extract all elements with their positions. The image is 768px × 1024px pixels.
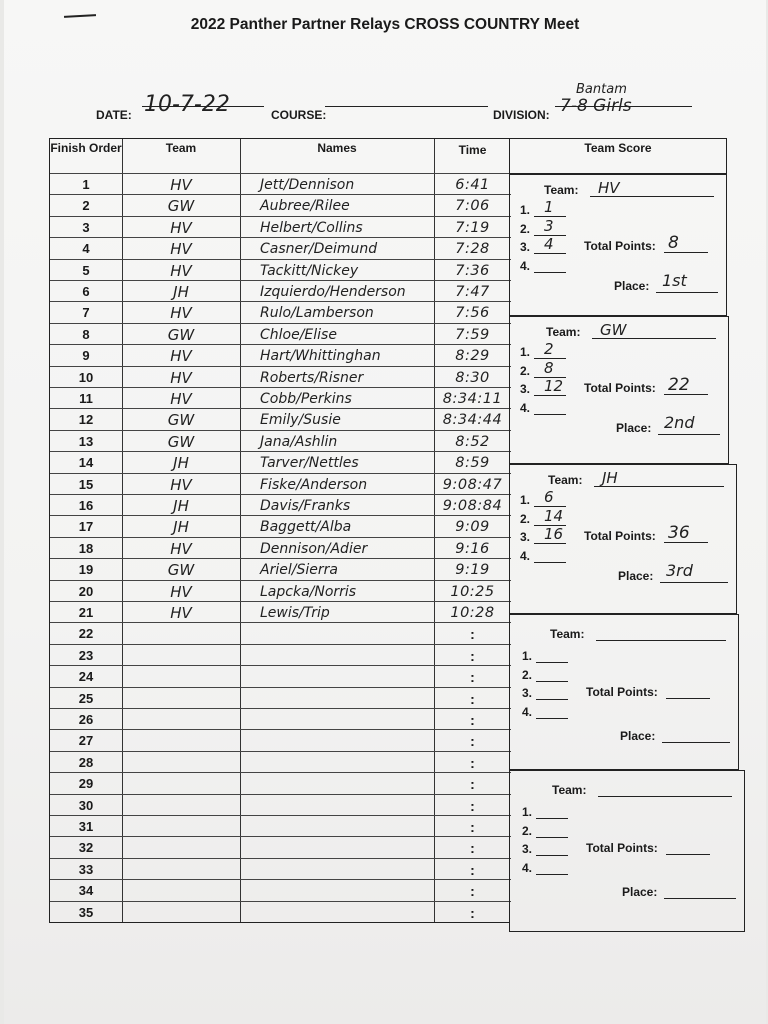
course-label: COURSE: — [271, 108, 327, 122]
table-row — [50, 280, 511, 302]
table-row — [50, 366, 511, 388]
team-code — [122, 816, 240, 838]
finish-time: : — [470, 669, 475, 686]
place-number: 4. — [520, 400, 531, 415]
total-points-label: Total Points: — [586, 685, 658, 699]
place-number: 1. — [522, 805, 533, 819]
table-row — [50, 537, 511, 559]
finish-order: 32 — [78, 840, 94, 856]
finish-time: : — [470, 861, 475, 878]
runner-names — [240, 709, 434, 731]
finish-order: 17 — [78, 519, 94, 535]
scoring-place: 8 — [544, 358, 554, 377]
finish-time: : — [470, 733, 475, 750]
team-code — [122, 730, 240, 752]
place-line — [536, 681, 568, 682]
place-line — [534, 414, 566, 415]
runner-names: Helbert/Collins — [260, 219, 363, 236]
finish-order: 4 — [82, 241, 90, 257]
finish-time: : — [470, 712, 475, 728]
team-code: HV — [170, 176, 192, 194]
place-number: 3. — [520, 382, 531, 396]
team-value: JH — [602, 469, 618, 487]
total-points-value: 8 — [668, 233, 679, 253]
runner-names: Casner/Deimund — [260, 241, 378, 258]
finish-time: 10:28 — [450, 605, 495, 621]
team-code: JH — [173, 283, 189, 301]
table-row — [50, 301, 511, 323]
table-row — [50, 879, 511, 901]
finish-time: : — [470, 647, 475, 664]
finish-order: 16 — [78, 498, 94, 513]
table-row — [50, 323, 511, 345]
division-label: DIVISION: — [493, 108, 550, 122]
finish-time: 6:41 — [455, 177, 490, 193]
place-line — [534, 395, 566, 396]
table-row — [50, 216, 511, 238]
table-row — [50, 708, 511, 730]
finish-time: 8:59 — [455, 455, 490, 472]
team-code: GW — [167, 561, 195, 580]
runner-names — [240, 773, 434, 795]
team-score-box — [509, 316, 729, 464]
finish-time: 7:59 — [455, 326, 490, 343]
division-note: Bantam — [576, 82, 627, 97]
finish-order: 22 — [78, 626, 94, 642]
finish-time: 9:16 — [455, 540, 490, 557]
finish-order: 30 — [78, 797, 94, 813]
header-team: Team — [165, 141, 197, 155]
runner-names: Izquierdo/Henderson — [260, 284, 406, 300]
runner-names: Lapcka/Norris — [260, 583, 357, 600]
team-code: JH — [173, 497, 189, 515]
team-code: HV — [170, 218, 192, 237]
finish-time: : — [470, 819, 475, 835]
runner-names: Baggett/Alba — [260, 519, 352, 536]
place-line — [536, 662, 568, 663]
table-row — [50, 580, 511, 602]
team-score-box — [509, 770, 745, 932]
runner-names — [240, 666, 434, 688]
table-row — [50, 494, 511, 516]
division-value: 7-8 Girls — [560, 96, 632, 116]
team-code: JH — [173, 518, 189, 537]
table-row — [50, 259, 511, 281]
finish-order: 5 — [82, 262, 90, 278]
team-code — [122, 688, 240, 710]
table-row — [50, 729, 511, 751]
team-code — [122, 859, 240, 881]
finish-order: 26 — [78, 712, 94, 727]
team-code: GW — [167, 197, 195, 216]
finish-order: 3 — [82, 219, 90, 235]
finish-order: 9 — [82, 348, 90, 364]
table-row — [50, 858, 511, 880]
finish-order: 11 — [79, 391, 93, 406]
team-code: HV — [170, 304, 192, 323]
table-row — [50, 430, 511, 452]
scoring-place: 12 — [544, 377, 564, 395]
team-code: GW — [167, 325, 195, 344]
scoring-place: 4 — [544, 235, 554, 253]
place-number: 3. — [520, 530, 531, 544]
scoring-place: 14 — [544, 506, 564, 525]
finish-time: 10:25 — [450, 583, 495, 600]
team-value: HV — [598, 179, 620, 197]
team-label: Team: — [550, 627, 585, 641]
finish-time: : — [470, 797, 475, 814]
scoring-place: 16 — [544, 525, 564, 543]
team-score-header — [509, 138, 727, 174]
total-points-label: Total Points: — [584, 239, 656, 253]
place-number: 2. — [522, 667, 533, 682]
finish-time: : — [470, 626, 475, 643]
runner-names — [240, 880, 434, 902]
runner-names: Cobb/Perkins — [260, 391, 352, 407]
finish-order: 2 — [82, 198, 90, 214]
runner-names: Lewis/Trip — [260, 605, 330, 621]
finish-order: 7 — [82, 305, 90, 321]
team-score-box — [509, 614, 739, 770]
place-line-final — [660, 582, 728, 583]
finish-order: 20 — [78, 583, 94, 599]
place-value: 3rd — [666, 561, 693, 580]
finish-order: 1 — [82, 177, 90, 192]
scoring-place: 2 — [544, 340, 554, 358]
runner-names: Roberts/Risner — [260, 369, 364, 386]
date-label: DATE: — [96, 108, 132, 122]
team-code: HV — [170, 261, 192, 280]
table-row — [50, 473, 511, 495]
place-line — [536, 855, 568, 856]
team-code: HV — [170, 582, 192, 601]
finish-time: 9:08:84 — [442, 498, 503, 514]
team-code — [122, 902, 240, 924]
place-number: 1. — [522, 649, 533, 663]
finish-order: 14 — [78, 455, 94, 471]
runner-names: Aubree/Rilee — [260, 198, 350, 215]
finish-order: 34 — [78, 883, 94, 899]
team-value: GW — [600, 321, 627, 339]
team-code — [122, 795, 240, 817]
place-label: Place: — [616, 421, 652, 435]
runner-names — [240, 645, 434, 667]
finish-time: 9:09 — [455, 519, 490, 536]
place-line — [534, 543, 566, 544]
runner-names — [240, 795, 434, 817]
place-line — [536, 837, 568, 838]
finish-order: 33 — [78, 861, 94, 877]
place-line-final — [658, 434, 720, 435]
finish-order: 27 — [78, 733, 94, 749]
team-code: HV — [170, 240, 192, 259]
team-score-box — [509, 174, 727, 316]
finish-order: 25 — [78, 690, 94, 706]
finish-time: 9:08:47 — [442, 476, 503, 493]
finish-order: 31 — [78, 819, 94, 834]
place-number: 2. — [520, 363, 531, 378]
team-line — [598, 796, 732, 797]
team-code: GW — [167, 432, 195, 451]
table-row — [50, 515, 511, 537]
team-code — [122, 709, 240, 731]
team-score-title: Team Score — [584, 141, 652, 155]
table-row — [50, 794, 511, 816]
runner-names: Dennison/Adier — [260, 540, 368, 557]
finish-order: 15 — [78, 476, 94, 492]
scoring-place: 6 — [544, 488, 554, 506]
table-row — [50, 644, 511, 666]
table-row — [50, 387, 511, 409]
header-names: Names — [317, 141, 357, 155]
place-number: 1. — [520, 345, 531, 359]
place-label: Place: — [618, 569, 654, 583]
table-row — [50, 901, 511, 923]
place-number: 2. — [522, 823, 533, 838]
place-value: 2nd — [664, 413, 695, 432]
finish-order: 8 — [82, 326, 90, 342]
place-number: 3. — [522, 686, 533, 700]
total-points-label: Total Points: — [584, 529, 656, 543]
runner-names: Tarver/Nettles — [260, 455, 359, 472]
team-code: JH — [173, 454, 189, 473]
runner-names: Chloe/Elise — [260, 326, 337, 343]
team-label: Team: — [546, 325, 581, 339]
finish-time: 8:34:11 — [442, 391, 503, 407]
place-line-final — [662, 742, 730, 743]
table-row — [50, 344, 511, 366]
place-value: 1st — [662, 271, 687, 290]
finish-time: : — [470, 883, 475, 900]
table-row — [50, 558, 511, 580]
table-row — [50, 622, 511, 644]
place-line-final — [656, 292, 718, 293]
total-points-value: 36 — [668, 523, 690, 543]
total-points-line — [666, 698, 710, 699]
finish-time: 7:19 — [455, 219, 490, 236]
table-row — [50, 194, 511, 216]
team-code — [122, 623, 240, 645]
header-time: Time — [458, 143, 487, 157]
finish-time: 7:06 — [455, 198, 490, 215]
place-line — [534, 253, 566, 254]
finish-order: 24 — [78, 669, 94, 685]
finish-time: 7:47 — [455, 284, 490, 300]
place-label: Place: — [620, 729, 656, 743]
finish-order: 10 — [78, 369, 94, 385]
runner-names: Fiske/Anderson — [260, 476, 368, 493]
place-number: 1. — [520, 493, 531, 507]
team-code: HV — [170, 347, 192, 366]
finish-order: 28 — [78, 754, 94, 770]
place-number: 4. — [520, 548, 531, 563]
place-number: 2. — [520, 511, 531, 526]
table-row — [50, 665, 511, 687]
runner-names — [240, 859, 434, 881]
page-title: 2022 Panther Partner Relays CROSS COUNTRY Meet — [190, 16, 580, 33]
finish-time: : — [470, 754, 475, 771]
team-code — [122, 773, 240, 795]
finish-time: 7:28 — [455, 241, 490, 258]
finish-time: : — [470, 840, 475, 857]
course-line — [325, 106, 488, 107]
place-label: Place: — [622, 885, 658, 899]
table-row — [50, 751, 511, 773]
finish-order: 18 — [78, 540, 94, 556]
finish-order: 6 — [82, 284, 90, 299]
team-code — [122, 837, 240, 859]
runner-names — [240, 837, 434, 859]
finish-time: 9:19 — [455, 562, 490, 579]
finish-order: 21 — [78, 605, 94, 620]
team-code: HV — [170, 368, 192, 387]
runner-names: Hart/Whittinghan — [260, 348, 381, 365]
finish-time: : — [470, 776, 475, 793]
place-line — [536, 718, 568, 719]
table-row — [50, 772, 511, 794]
team-label: Team: — [552, 783, 587, 797]
score-sheet — [4, 0, 766, 1024]
place-line — [536, 874, 568, 875]
results-table — [49, 138, 510, 923]
team-code — [122, 666, 240, 688]
finish-time: : — [470, 690, 475, 707]
place-line — [534, 272, 566, 273]
team-label: Team: — [544, 183, 579, 197]
date-value: 10-7-22 — [144, 92, 230, 117]
place-label: Place: — [614, 279, 650, 293]
finish-time: 8:30 — [455, 369, 490, 386]
place-line — [536, 699, 568, 700]
team-score-box — [509, 464, 737, 614]
team-code — [122, 752, 240, 774]
team-code — [122, 880, 240, 902]
finish-time: 7:36 — [455, 262, 490, 279]
table-row — [50, 451, 511, 473]
table-row — [50, 601, 511, 623]
runner-names: Davis/Franks — [260, 498, 351, 514]
runner-names — [240, 902, 434, 924]
scoring-place: 3 — [544, 216, 554, 235]
place-number: 4. — [522, 860, 533, 875]
finish-order: 19 — [78, 562, 94, 578]
total-points-label: Total Points: — [584, 381, 656, 395]
runner-names — [240, 816, 434, 838]
runner-names — [240, 752, 434, 774]
finish-order: 29 — [78, 776, 94, 792]
team-code: HV — [170, 539, 192, 558]
team-code: HV — [170, 390, 192, 408]
runner-names: Jett/Dennison — [260, 177, 355, 193]
runner-names: Ariel/Sierra — [260, 562, 338, 579]
finish-time: 8:34:44 — [442, 412, 503, 429]
place-number: 3. — [520, 240, 531, 254]
place-number: 1. — [520, 203, 531, 217]
runner-names: Rulo/Lamberson — [260, 305, 374, 322]
table-row — [50, 836, 511, 858]
total-points-label: Total Points: — [586, 841, 658, 855]
finish-time: 8:52 — [455, 433, 490, 450]
finish-order: 35 — [78, 904, 94, 920]
total-points-line — [666, 854, 710, 855]
place-number: 2. — [520, 221, 531, 236]
finish-time: 8:29 — [455, 348, 490, 365]
table-row — [50, 237, 511, 259]
place-number: 4. — [520, 258, 531, 273]
runner-names: Jana/Ashlin — [260, 433, 338, 450]
total-points-value: 22 — [668, 375, 690, 395]
table-row — [50, 687, 511, 709]
finish-time: 7:56 — [455, 305, 490, 322]
place-line — [536, 818, 568, 819]
header-finish-order: Finish Order — [50, 141, 122, 155]
runner-names — [240, 730, 434, 752]
runner-names: Tackitt/Nickey — [260, 262, 359, 279]
runner-names: Emily/Susie — [260, 412, 341, 429]
team-code: HV — [170, 475, 192, 494]
finish-time: : — [470, 904, 475, 921]
place-number: 3. — [522, 842, 533, 856]
table-row — [50, 815, 511, 837]
team-label: Team: — [548, 473, 583, 487]
finish-order: 13 — [78, 433, 94, 449]
team-code: GW — [167, 411, 195, 430]
team-code — [122, 645, 240, 667]
scoring-place: 1 — [544, 198, 554, 216]
place-line — [534, 562, 566, 563]
team-line — [596, 640, 726, 641]
finish-order: 23 — [78, 647, 94, 663]
table-row — [50, 173, 511, 195]
table-row — [50, 408, 511, 430]
place-line-final — [664, 898, 736, 899]
place-number: 4. — [522, 704, 533, 719]
runner-names — [240, 623, 434, 645]
finish-order: 12 — [78, 412, 94, 428]
runner-names — [240, 688, 434, 710]
team-code: HV — [170, 604, 192, 622]
